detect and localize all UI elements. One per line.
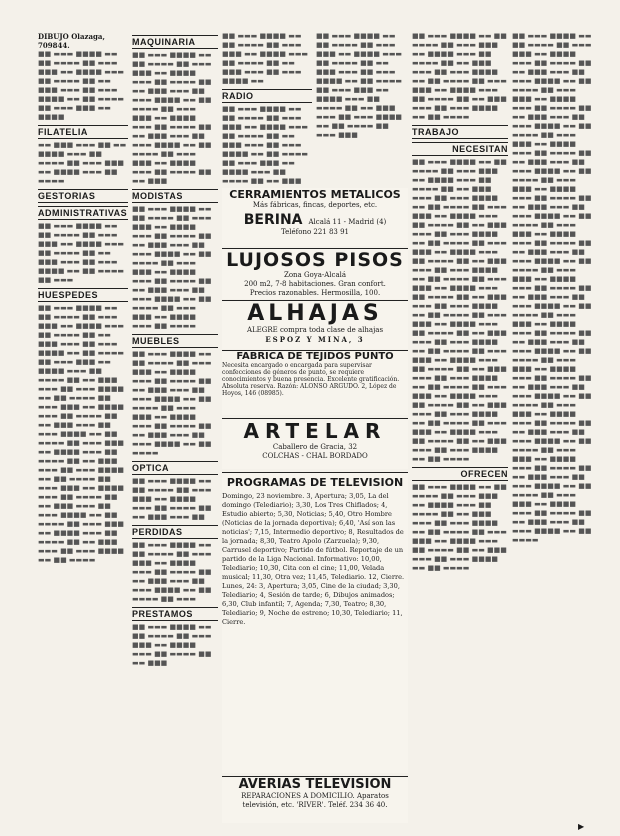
ad-artelar xyxy=(222,418,408,469)
section-modistas: MODISTAS xyxy=(132,189,218,203)
classified-text: ■■ ▬▬▬ ■■■■ ▬▬ ■■ ▬▬▬▬ ■■ ▬▬▬ ■■■ ▬▬ ■■■■ ▬▬▬ ■■ ▬▬▬▬ ■■ ▬▬ ■■■ ▬▬▬ ■■ ▬▬▬ ■■■■ ▬▬ ■■ ▬▬▬▬ ■■ ▬▬▬ ■■■ ▬▬ ■■■■ ▬▬▬ ■■ ▬▬▬▬ ■■ ▬▬ ■■■ ▬▬▬ ■■ ▬▬▬ ■■■■ ▬▬ ■■ ▬▬▬▬ ■■ ▬▬▬ ■■■ xyxy=(316,32,403,139)
ad-title: PROGRAMAS DE TELEVISION xyxy=(226,476,404,489)
ad-fabrica-tejidos xyxy=(222,350,408,415)
section-prestamos: PRESTAMOS xyxy=(132,607,218,621)
classified-text: ■■ ▬▬▬ ■■■■ ▬▬ ■■ ▬▬▬▬ ■■ ▬▬▬ ■■■ ▬▬ ■■■■ ▬▬▬ ■■ ▬▬▬▬ ■■ ▬▬ ■■■ ▬▬▬ ■■ ▬▬▬ ■■■■ ▬▬ ■■ ▬▬▬▬ ■■ ▬▬▬ ■■■ ▬▬ ■■■■ xyxy=(38,50,125,121)
ad-lujosos-pisos xyxy=(222,248,408,299)
ad-text: COLCHAS - CHAL BORDADO xyxy=(262,452,368,460)
ad-text: Zona Goya-Alcalá xyxy=(283,271,347,279)
ad-phone: Teléfono 221 83 91 xyxy=(280,228,350,236)
column-5 xyxy=(412,32,508,573)
ad-title: ARTELAR xyxy=(243,419,387,443)
ad-text: Caballero de Gracia, 32 xyxy=(272,443,358,451)
ad-text: REPARACIONES A DOMICILIO. Aparatos xyxy=(241,792,389,800)
section-gestorias: GESTORIAS xyxy=(38,189,128,203)
classified-text: ■■ ▬▬▬ ■■■■ ▬▬ ■■ ▬▬▬▬ ■■ ▬▬▬ ■■■ ▬▬ ■■■■ ▬▬▬ ■■ ▬▬▬▬ ■■ ▬▬ ■■■ ▬▬▬ ■■ ▬▬▬ ■■■■ ▬▬ ■■ ▬▬▬▬ ■■ ▬▬▬ ■■■ ▬▬ ■■■■ ▬▬▬ ■■ ▬▬▬▬ ■■ ▬▬ ■■■ xyxy=(222,105,309,185)
ad-averias-tv xyxy=(222,776,408,823)
ad-alhajas xyxy=(222,300,408,349)
classified-text: ■■ ▬▬▬ ■■■■ ▬▬ ■■ ▬▬▬▬ ■■ ▬▬▬ ■■■ ▬▬ ■■■■ ▬▬▬ ■■ ▬▬▬▬ ■■ ▬▬ ■■■ ▬▬▬ ■■ ▬▬▬ ■■■■ ▬▬ ■■ ▬▬▬▬ ■■ ▬▬▬ ■■■ ▬▬ ■■■■ ▬▬▬ ■■ ▬▬▬▬ ■■ ▬▬ ■■■ ▬▬▬ ■■ ▬▬▬ ■■■■ ▬▬ ■■ ▬▬▬▬ ■■ ▬▬▬ ■■■ ▬▬ ■■■■ ▬▬▬ ■■ ▬▬▬▬ ■■ ▬▬ ■■■ ▬▬▬ ■■ ▬▬▬ ■■■■ ▬▬ ■■ ▬▬▬▬ ■■ ▬▬▬ ■■■ ▬▬ ■■■■ ▬▬▬ ■■ ▬▬▬▬ ■■ ▬▬ ■■■ ▬▬▬ ■■ ▬▬▬ ■■■■ ▬▬ ■■ ▬▬▬▬ ■■ ▬▬▬ ■■■ ▬▬ ■■■■ ▬▬▬ ■■ ▬▬▬▬ ■■ ▬▬ ■■■ ▬▬▬ ■■ ▬▬▬ ■■■■ ▬▬ ■■ ▬▬▬▬ ■■ ▬▬▬ ■■■ ▬▬ ■■■■ ▬▬▬ ■■ ▬▬▬▬ ■■ ▬▬ ■■■ ▬▬▬ ■■ ▬▬▬ ■■■■ ▬▬ ■■ ▬▬▬▬ xyxy=(38,304,125,564)
classified-text: ▬▬ ■■■ ▬▬▬ ■■ ▬▬ ■■■■ ▬▬▬ ■■ ▬▬▬▬ ■■ ▬▬▬ ■■■ ▬▬ ■■■■ ▬▬▬ ■■ ▬▬▬▬ xyxy=(38,141,127,185)
ad-text: Más fábricas, fincas, deportes, etc. xyxy=(252,201,378,209)
ad-title: FABRICA DE TEJIDOS PUNTO xyxy=(236,351,394,362)
section-muebles: MUEBLES xyxy=(132,334,218,348)
classified-text: ■■ ▬▬▬ ■■■■ ▬▬ ■■ ▬▬▬▬ ■■ ▬▬▬ ■■■ ▬▬ ■■■■ ▬▬▬ ■■ ▬▬▬▬ ■■ ▬▬ ■■■ xyxy=(132,623,212,667)
ad-text: ESPOZ Y MINA, 3 xyxy=(265,335,365,344)
ad-brand: BERINA xyxy=(243,212,303,228)
ad-text: televisión, etc. 'RIVER'. Teléf. 234 36 40. xyxy=(242,801,388,809)
classified-text: ■■ ▬▬▬ ■■■■ ▬▬ ■■ ▬▬▬▬ ■■ ▬▬▬ ■■■ ▬▬ ■■■■ ▬▬▬ ■■ ▬▬▬▬ ■■ ▬▬ ■■■ ▬▬▬ ■■ ▬▬▬ ■■■■ ▬▬ ■■ ▬▬▬▬ ■■ ▬▬▬ ■■■ ▬▬ ■■■■ ▬▬▬ ■■ ▬▬▬▬ ■■ ▬▬ ■■■ ▬▬▬ ■■ ▬▬▬ ■■■■ ▬▬ ■■ ▬▬▬▬ xyxy=(412,483,507,572)
section-optica: OPTICA xyxy=(132,461,218,475)
ad-address: Alcalá 11 - Madrid (4) xyxy=(308,218,387,226)
section-ofrecen: OFRECEN xyxy=(412,467,508,481)
ad-text: ALEGRE compra toda clase de alhajas xyxy=(246,326,384,334)
ad-cerramientos xyxy=(222,188,408,246)
classified-text: ■■ ▬▬▬ ■■■■ ▬▬ ■■ ▬▬▬▬ ■■ ▬▬▬ ■■■ ▬▬ ■■■■ ▬▬▬ ■■ ▬▬▬▬ ■■ ▬▬ ■■■ ▬▬▬ ■■ ▬▬▬ ■■■■ ▬▬ ■■ ▬▬▬▬ ■■ ▬▬▬ ■■■ ▬▬ ■■■■ ▬▬▬ ■■ ▬▬▬▬ ■■ ▬▬ ■■■ ▬▬▬ ■■ ▬▬▬ ■■■■ ▬▬ ■■ ▬▬▬▬ ■■ ▬▬▬ ■■■ ▬▬ ■■■■ ▬▬▬ ■■ ▬▬▬▬ ■■ ▬▬ ■■■ xyxy=(132,51,212,185)
classified-text: ■■ ▬▬▬ ■■■■ ▬▬ ■■ ▬▬▬▬ ■■ ▬▬▬ ■■■ ▬▬ ■■■■ ▬▬▬ ■■ ▬▬▬▬ ■■ ▬▬ ■■■ ▬▬▬ ■■ ▬▬▬ ■■■■ ▬▬ ■■ ▬▬▬▬ ■■ ▬▬▬ xyxy=(38,222,125,284)
section-perdidas: PERDIDAS xyxy=(132,525,218,539)
classified-text: ■■ ▬▬▬ ■■■■ ▬▬ ■■ ▬▬▬▬ ■■ ▬▬▬ ■■■ ▬▬ ■■■■ ▬▬▬ ■■ ▬▬▬▬ ■■ ▬▬ ■■■ ▬▬▬ ■■ ▬▬▬ ■■■■ ▬▬ ■■ ▬▬▬▬ ■■ ▬▬▬ ■■■ ▬▬ ■■■■ ▬▬▬ ■■ ▬▬▬▬ ■■ ▬▬ ■■■ ▬▬▬ ■■ ▬▬▬ ■■■■ ▬▬ ■■ ▬▬▬▬ xyxy=(412,32,507,121)
section-filatelia: FILATELIA xyxy=(38,125,128,139)
column-2 xyxy=(132,32,218,668)
section-necesitan: NECESITAN xyxy=(412,142,508,156)
column-6 xyxy=(512,32,596,545)
ad-title: CERRAMIENTOS METALICOS xyxy=(229,188,401,201)
section-administrativas: ADMINISTRATIVAS xyxy=(38,208,128,218)
ad-title: AVERIAS TELEVISION xyxy=(238,777,392,792)
ad-text: Necesita encargado o encargada para supervisar confecciones de géneros de punto, se requiere conocimientos y buena presencia. Excelente gratificación. Absoluta reserva. Razón: ALONSO ARGUDO. 2, López de Hoyos, 146 (08985). xyxy=(222,362,400,397)
column-3 xyxy=(222,32,312,186)
section-maquinaria: MAQUINARIA xyxy=(132,35,218,49)
top-text: DIBUJO Olazaga, 709844. xyxy=(38,32,105,50)
classified-text: ■■ ▬▬▬ ■■■■ ▬▬ ■■ ▬▬▬▬ ■■ ▬▬▬ ■■■ ▬▬ ■■■■ ▬▬▬ ■■ ▬▬▬▬ ■■ ▬▬ ■■■ ▬▬▬ ■■ ▬▬▬ ■■■■ ▬▬ ■■ ▬▬▬▬ ■■ ▬▬▬ ■■■ ▬▬ ■■■■ ▬▬▬ ■■ ▬▬▬▬ ■■ ▬▬ ■■■ ▬▬▬ ■■ ▬▬▬ ■■■■ ▬▬ ■■ ▬▬▬▬ ■■ ▬▬▬ ■■■ ▬▬ ■■■■ ▬▬▬ ■■ ▬▬▬▬ xyxy=(132,205,212,330)
classified-text: ■■ ▬▬▬ ■■■■ ▬▬ ■■ ▬▬▬▬ ■■ ▬▬▬ ■■■ ▬▬ ■■■■ ▬▬▬ ■■ ▬▬▬▬ ■■ ▬▬ ■■■ ▬▬▬ ■■ ▬▬▬ ■■■■ ▬▬ ■■ ▬▬▬▬ ■■ ▬▬▬ xyxy=(132,541,212,603)
ad-title: LUJOSOS PISOS xyxy=(226,249,404,271)
section-radio: RADIO xyxy=(222,89,312,103)
classified-text: ■■ ▬▬▬ ■■■■ ▬▬ ■■ ▬▬▬▬ ■■ ▬▬▬ ■■■ ▬▬ ■■■■ ▬▬▬ ■■ ▬▬▬▬ ■■ ▬▬ ■■■ ▬▬▬ ■■ ▬▬▬ ■■■■ ▬▬ ■■ ▬▬▬▬ ■■ ▬▬▬ ■■■ ▬▬ ■■■■ ▬▬▬ ■■ ▬▬▬▬ ■■ ▬▬ ■■■ ▬▬▬ ■■ ▬▬▬ ■■■■ ▬▬ ■■ ▬▬▬▬ xyxy=(132,350,212,457)
ad-text: Domingo, 23 noviembre. 3, Apertura; 3,05, La del domingo (Telediario); 3,30, Los Tres Chiflados; 4, Estudio abierto; 5,30, Noticias; 5,40, Otro Hombre (Noticias de la jornada deportiva); 6,40, 'Así son las noticias'; 7,15, Intermedio deportivo; 8, Resultados de la jornada; 8,30, Teatro Apolo (Zarzuela); 9,30, Carrusel deportivo; Partido de fútbol. Reportaje de un partido de la Liga Nacional. Informativo: 10,00, Telediario; 10,30, Cita con el cine; 11,00, Velada musical; 11,30, Otra vez; 11,45, Telediario. 12, Cierre. Lunes, 24: 3, Apertura; 3,05, Cine de la ciudad; 3,30, Telediario; 4, Sesión de tarde; 6, Dibujos animados; 6,30, Club infantil; 7, Agenda; 7,30, Teatro; 8,30, Telediario; 9, Noche de estreno; 10,30, Telediario; 11, Cierre. xyxy=(222,492,405,626)
ad-title: ALHAJAS xyxy=(247,301,383,326)
section-trabajo: TRABAJO xyxy=(412,125,508,139)
classified-text: ■■ ▬▬▬ ■■■■ ▬▬ ■■ ▬▬▬▬ ■■ ▬▬▬ ■■■ ▬▬ ■■■■ ▬▬▬ ■■ ▬▬▬▬ ■■ ▬▬ ■■■ ▬▬▬ ■■ ▬▬▬ ■■■■ ▬▬ ■■ ▬▬▬▬ ■■ ▬▬▬ ■■■ ▬▬ ■■■■ ▬▬▬ ■■ ▬▬▬▬ ■■ ▬▬ ■■■ ▬▬▬ ■■ ▬▬▬ ■■■■ ▬▬ ■■ ▬▬▬▬ ■■ ▬▬▬ ■■■ ▬▬ ■■■■ ▬▬▬ ■■ ▬▬▬▬ ■■ ▬▬ ■■■ ▬▬▬ ■■ ▬▬▬ ■■■■ ▬▬ ■■ ▬▬▬▬ ■■ ▬▬▬ ■■■ ▬▬ ■■■■ ▬▬▬ ■■ ▬▬▬▬ ■■ ▬▬ ■■■ ▬▬▬ ■■ ▬▬▬ ■■■■ ▬▬ ■■ ▬▬▬▬ ■■ ▬▬▬ ■■■ ▬▬ ■■■■ ▬▬▬ ■■ ▬▬▬▬ ■■ ▬▬ ■■■ ▬▬▬ ■■ ▬▬▬ ■■■■ ▬▬ ■■ ▬▬▬▬ ■■ ▬▬▬ ■■■ ▬▬ ■■■■ ▬▬▬ ■■ ▬▬▬▬ ■■ ▬▬ ■■■ ▬▬▬ ■■ ▬▬▬ ■■■■ ▬▬ ■■ ▬▬▬▬ ■■ ▬▬▬ ■■■ ▬▬ ■■■■ ▬▬▬ ■■ ▬▬▬▬ ■■ ▬▬ ■■■ ▬▬▬ ■■ ▬▬▬ ■■■■ ▬▬ ■■ ▬▬▬▬ ■■ ▬▬▬ ■■■ ▬▬ ■■■■ ▬▬▬ ■■ ▬▬▬▬ ■■ ▬▬ ■■■ ▬▬▬ ■■ ▬▬▬ ■■■■ ▬▬ ■■ ▬▬▬▬ xyxy=(412,158,507,463)
ad-text: 200 m2, 7-8 habitaciones. Gran confort. xyxy=(244,280,386,288)
page-mark: ▶ xyxy=(578,822,585,831)
section-huespedes: HUESPEDES xyxy=(38,288,128,302)
classified-text: ■■ ▬▬▬ ■■■■ ▬▬ ■■ ▬▬▬▬ ■■ ▬▬▬ ■■■ ▬▬ ■■■■ ▬▬▬ ■■ ▬▬▬▬ ■■ ▬▬ ■■■ ▬▬▬ ■■ ▬▬▬ ■■■■ ▬▬ ■■ ▬▬▬▬ ■■ ▬▬▬ ■■■ ▬▬ ■■■■ ▬▬▬ ■■ ▬▬▬▬ ■■ ▬▬ ■■■ ▬▬▬ ■■ ▬▬▬ ■■■■ ▬▬ ■■ ▬▬▬▬ ■■ ▬▬▬ ■■■ ▬▬ ■■■■ ▬▬▬ ■■ ▬▬▬▬ ■■ ▬▬ ■■■ ▬▬▬ ■■ ▬▬▬ ■■■■ ▬▬ ■■ ▬▬▬▬ ■■ ▬▬▬ ■■■ ▬▬ ■■■■ ▬▬▬ ■■ ▬▬▬▬ ■■ ▬▬ ■■■ ▬▬▬ ■■ ▬▬▬ ■■■■ ▬▬ ■■ ▬▬▬▬ ■■ ▬▬▬ ■■■ ▬▬ ■■■■ ▬▬▬ ■■ ▬▬▬▬ ■■ ▬▬ ■■■ ▬▬▬ ■■ ▬▬▬ ■■■■ ▬▬ ■■ ▬▬▬▬ ■■ ▬▬▬ ■■■ ▬▬ ■■■■ ▬▬▬ ■■ ▬▬▬▬ ■■ ▬▬ ■■■ ▬▬▬ ■■ ▬▬▬ ■■■■ ▬▬ ■■ ▬▬▬▬ ■■ ▬▬▬ ■■■ ▬▬ ■■■■ ▬▬▬ ■■ ▬▬▬▬ ■■ ▬▬ ■■■ ▬▬▬ ■■ ▬▬▬ ■■■■ ▬▬ ■■ ▬▬▬▬ ■■ ▬▬▬ ■■■ ▬▬ ■■■■ ▬▬▬ ■■ ▬▬▬▬ ■■ ▬▬ ■■■ ▬▬▬ ■■ ▬▬▬ ■■■■ ▬▬ ■■ ▬▬▬▬ ■■ ▬▬▬ ■■■ ▬▬ ■■■■ ▬▬▬ ■■ ▬▬▬▬ ■■ ▬▬ ■■■ ▬▬▬ ■■ ▬▬▬ ■■■■ ▬▬ ■■ ▬▬▬▬ ■■ ▬▬▬ ■■■ ▬▬ ■■■■ ▬▬▬ ■■ ▬▬▬▬ ■■ ▬▬ ■■■ ▬▬▬ ■■ ▬▬▬ ■■■■ ▬▬ ■■ ▬▬▬▬ ■■ ▬▬▬ ■■■ ▬▬ ■■■■ ▬▬▬ ■■ ▬▬▬▬ ■■ ▬▬ ■■■ ▬▬▬ ■■ ▬▬▬ ■■■■ ▬▬ ■■ ▬▬▬▬ xyxy=(512,32,592,544)
ad-text: Precios razonables. Hermosilla, 100. xyxy=(249,289,381,297)
column-1 xyxy=(38,32,128,565)
ad-programas-tv xyxy=(222,472,408,773)
column-4 xyxy=(316,32,408,140)
classified-text: ■■ ▬▬▬ ■■■■ ▬▬ ■■ ▬▬▬▬ ■■ ▬▬▬ ■■■ ▬▬ ■■■■ ▬▬▬ ■■ ▬▬▬▬ ■■ ▬▬ ■■■ ▬▬▬ ■■ xyxy=(132,477,212,521)
classified-text: ■■ ▬▬▬ ■■■■ ▬▬ ■■ ▬▬▬▬ ■■ ▬▬▬ ■■■ ▬▬ ■■■■ ▬▬▬ ■■ ▬▬▬▬ ■■ ▬▬ ■■■ ▬▬▬ ■■ ▬▬▬ ■■■■ ▬▬ xyxy=(222,32,309,85)
